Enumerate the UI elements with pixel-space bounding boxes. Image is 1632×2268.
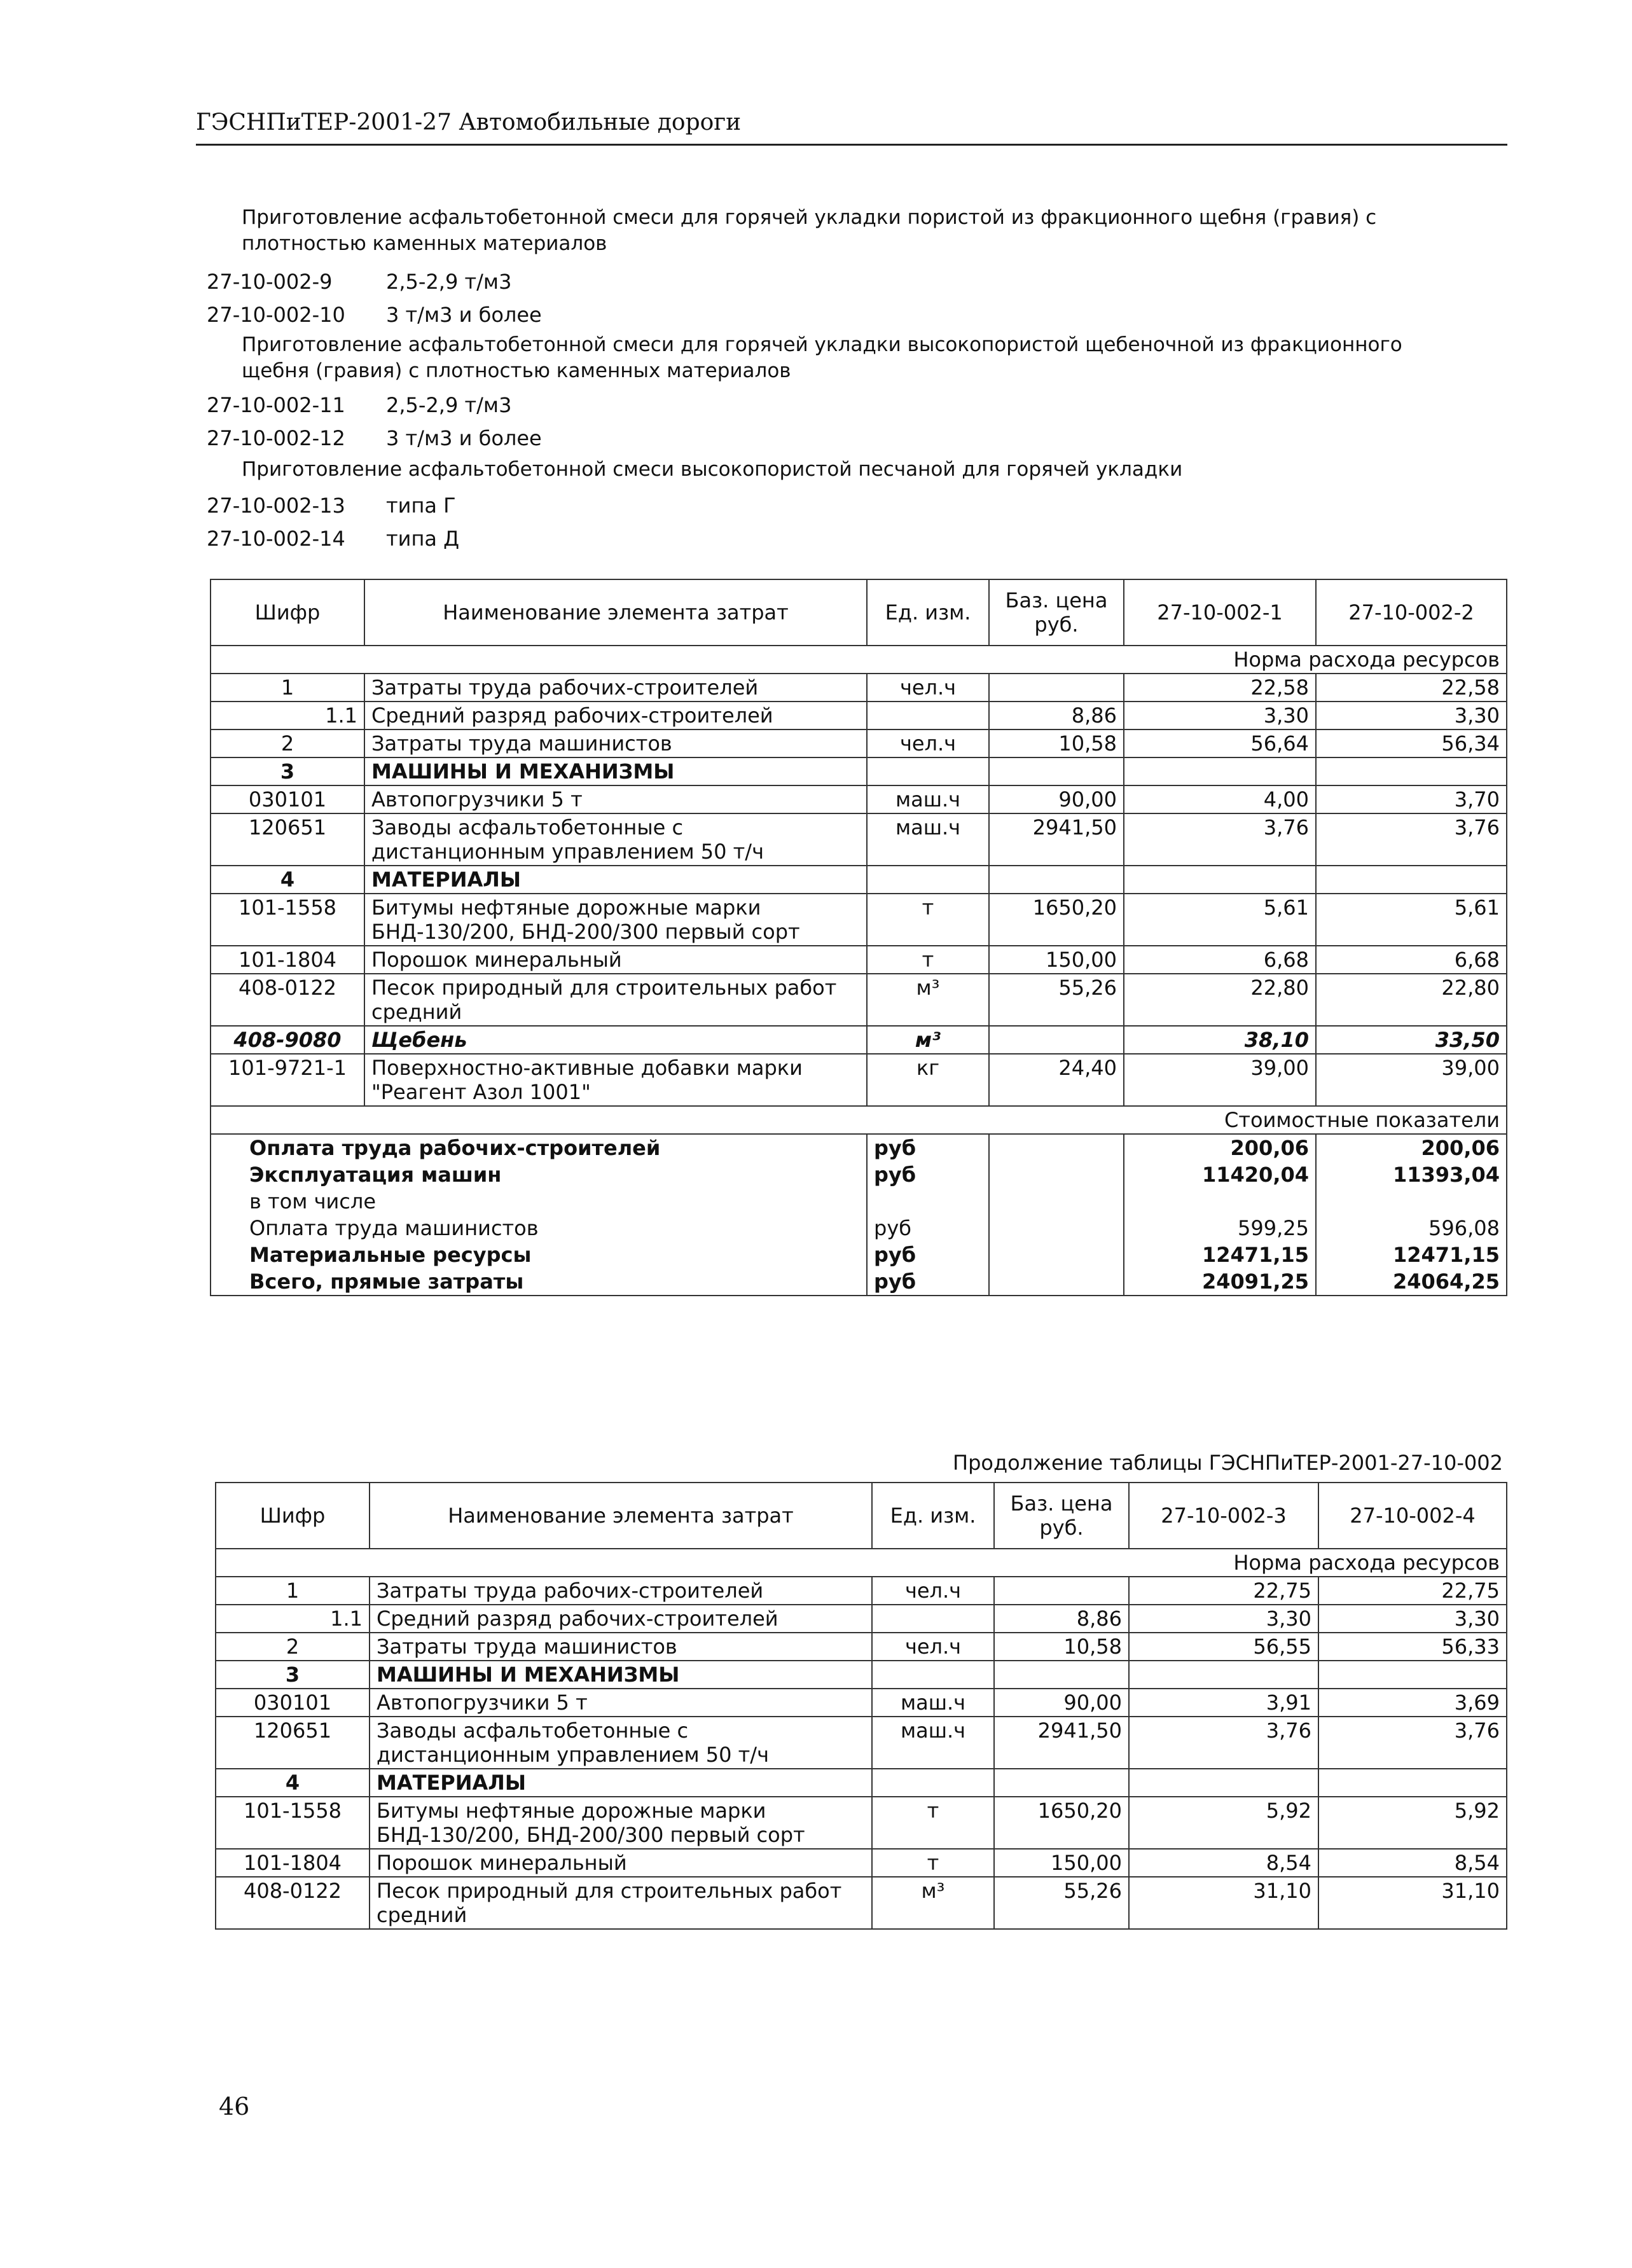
cell: Щебень	[364, 1026, 867, 1054]
intro-code: 27-10-002-9	[207, 270, 333, 294]
cell: 3,76	[1316, 813, 1507, 866]
cell: 55,26	[994, 1877, 1129, 1929]
intro-code-line	[207, 527, 459, 551]
cell: 1	[211, 674, 364, 702]
cell: МАТЕРИАЛЫ	[370, 1769, 872, 1797]
table-row	[216, 1577, 1507, 1605]
cell	[872, 1605, 994, 1633]
cell: 8,54	[1318, 1849, 1507, 1877]
cell: МАШИНЫ И МЕХАНИЗМЫ	[364, 757, 867, 785]
cell: Эксплуатация машин	[211, 1161, 867, 1188]
cell: маш.ч	[872, 1717, 994, 1769]
cell: 5,92	[1129, 1797, 1318, 1849]
cell: 1650,20	[994, 1797, 1129, 1849]
cell: 22,58	[1316, 674, 1507, 702]
cell: Заводы асфальтобетонные с дистанционным управлением 50 т/ч	[364, 813, 867, 866]
cell: Оплата труда машинистов	[211, 1215, 867, 1241]
table-row	[216, 1689, 1507, 1717]
cell: 90,00	[994, 1689, 1129, 1717]
cell: 39,00	[1124, 1054, 1316, 1106]
cell: Заводы асфальтобетонные с дистанционным управлением 50 т/ч	[370, 1717, 872, 1769]
section-row	[211, 757, 1507, 785]
cell: 3,76	[1129, 1717, 1318, 1769]
cell: 22,75	[1318, 1577, 1507, 1605]
page-number: 46	[219, 2092, 250, 2120]
cell: Затраты труда рабочих-строителей	[364, 674, 867, 702]
cell: 31,10	[1318, 1877, 1507, 1929]
cell: Порошок минеральный	[364, 946, 867, 974]
cell: Затраты труда машинистов	[370, 1633, 872, 1661]
table-row	[211, 785, 1507, 813]
cell: 3,69	[1318, 1689, 1507, 1717]
table-header-row	[216, 1483, 1507, 1549]
cell: 11420,04	[1124, 1161, 1316, 1188]
cell: т	[872, 1849, 994, 1877]
cell	[994, 1577, 1129, 1605]
table-row	[211, 813, 1507, 866]
cell	[989, 1026, 1124, 1054]
cell: 120651	[211, 813, 364, 866]
intro-code-line	[207, 426, 542, 450]
norm-label: Норма расхода ресурсов	[211, 646, 1507, 674]
cell: руб	[867, 1241, 989, 1268]
cell: 3,30	[1129, 1605, 1318, 1633]
cell: Средний разряд рабочих-строителей	[370, 1605, 872, 1633]
cell: Поверхностно-активные добавки марки "Реагент Азол 1001"	[364, 1054, 867, 1106]
intro-code: 27-10-002-14	[207, 527, 345, 551]
cell: чел.ч	[872, 1577, 994, 1605]
total-row	[211, 1161, 1507, 1188]
continuation-caption: Продолжение таблицы ГЭСНПиТЕР-2001-27-10-002	[953, 1451, 1503, 1475]
cell: 3,70	[1316, 785, 1507, 813]
cell: чел.ч	[872, 1633, 994, 1661]
cell: 12471,15	[1316, 1241, 1507, 1268]
col-header: 27-10-002-4	[1318, 1483, 1507, 1549]
cell: 24064,25	[1316, 1268, 1507, 1296]
cell: 10,58	[994, 1633, 1129, 1661]
cell: 3,76	[1124, 813, 1316, 866]
cell: 1650,20	[989, 894, 1124, 946]
cell: 2	[216, 1633, 370, 1661]
cell: Средний разряд рабочих-строителей	[364, 702, 867, 729]
cell: Автопогрузчики 5 т	[364, 785, 867, 813]
cell: Песок природный для строительных работ средний	[364, 974, 867, 1026]
table-row	[216, 1797, 1507, 1849]
cell: 3	[216, 1661, 370, 1689]
cell: т	[867, 894, 989, 946]
cell: 38,10	[1124, 1026, 1316, 1054]
intro-text: Приготовление асфальтобетонной смеси для горячей укладки высокопористой щебеночной из фракционного щебня (гравия) с плотностью каменных материалов	[242, 333, 1402, 382]
cell: Всего, прямые затраты	[211, 1268, 867, 1296]
table-row	[216, 1633, 1507, 1661]
cell: т	[867, 946, 989, 974]
intro-code: 27-10-002-10	[207, 303, 345, 327]
table-row	[211, 946, 1507, 974]
cell: 1	[216, 1577, 370, 1605]
cell: 101-1804	[216, 1849, 370, 1877]
total-row	[211, 1241, 1507, 1268]
cost-label: Стоимостные показатели	[211, 1106, 1507, 1134]
table-row	[216, 1877, 1507, 1929]
col-header: 27-10-002-1	[1124, 579, 1316, 646]
intro-label: 3 т/м3 и более	[386, 303, 542, 327]
cell: 408-0122	[211, 974, 364, 1026]
cell: 3,30	[1316, 702, 1507, 729]
table-row	[216, 1849, 1507, 1877]
total-row	[211, 1215, 1507, 1241]
cell: 56,33	[1318, 1633, 1507, 1661]
col-header: Ед. изм.	[872, 1483, 994, 1549]
cell: 101-1558	[211, 894, 364, 946]
cell: 200,06	[1124, 1134, 1316, 1161]
cell: 2941,50	[994, 1717, 1129, 1769]
cell: 8,86	[989, 702, 1124, 729]
cell: 3,30	[1318, 1605, 1507, 1633]
col-header: Наименование элемента затрат	[370, 1483, 872, 1549]
cell: 24091,25	[1124, 1268, 1316, 1296]
intro-code-line	[207, 494, 456, 518]
cell: 90,00	[989, 785, 1124, 813]
resource-table-1	[210, 579, 1507, 1296]
cell: руб	[867, 1161, 989, 1188]
cell: 8,54	[1129, 1849, 1318, 1877]
cell: 6,68	[1124, 946, 1316, 974]
table-row	[211, 1026, 1507, 1054]
cell	[989, 674, 1124, 702]
table-row	[211, 702, 1507, 729]
intro-code-line	[207, 303, 542, 327]
table-row	[211, 674, 1507, 702]
intro-label: типа Г	[386, 494, 456, 518]
cell: 33,50	[1316, 1026, 1507, 1054]
section-row	[216, 1769, 1507, 1797]
cell: м³	[872, 1877, 994, 1929]
cell: МАТЕРИАЛЫ	[364, 866, 867, 894]
intro-code-line	[207, 393, 511, 417]
col-header: Баз. цена руб.	[989, 579, 1124, 646]
cell: 101-1558	[216, 1797, 370, 1849]
cell: 10,58	[989, 729, 1124, 757]
cell: Затраты труда рабочих-строителей	[370, 1577, 872, 1605]
cell: кг	[867, 1054, 989, 1106]
intro-text: Приготовление асфальтобетонной смеси для горячей укладки пористой из фракционного щебня (гравия) с плотностью каменных материалов	[242, 206, 1377, 255]
col-header: 27-10-002-2	[1316, 579, 1507, 646]
cell: МАШИНЫ И МЕХАНИЗМЫ	[370, 1661, 872, 1689]
cell: 3	[211, 757, 364, 785]
cell: руб	[867, 1134, 989, 1161]
cell: 4	[211, 866, 364, 894]
cell: Битумы нефтяные дорожные марки БНД-130/200, БНД-200/300 первый сорт	[370, 1797, 872, 1849]
cell: 3,30	[1124, 702, 1316, 729]
cell: 56,64	[1124, 729, 1316, 757]
cell: м³	[867, 1026, 989, 1054]
table-row	[211, 1054, 1507, 1106]
intro-code-line	[207, 270, 511, 294]
cell: 22,75	[1129, 1577, 1318, 1605]
cell: 6,68	[1316, 946, 1507, 974]
total-row	[211, 1134, 1507, 1161]
cell: 4	[216, 1769, 370, 1797]
col-header: 27-10-002-3	[1129, 1483, 1318, 1549]
norm-label: Норма расхода ресурсов	[216, 1549, 1507, 1577]
table-row	[216, 1605, 1507, 1633]
cell: 11393,04	[1316, 1161, 1507, 1188]
cell: 3,76	[1318, 1717, 1507, 1769]
cell: 408-9080	[211, 1026, 364, 1054]
cell: 8,86	[994, 1605, 1129, 1633]
cell: т	[872, 1797, 994, 1849]
page-header: ГЭСНПиТЕР-2001-27 Автомобильные дороги	[196, 109, 1507, 146]
cell: 2	[211, 729, 364, 757]
cell: 599,25	[1124, 1215, 1316, 1241]
cell: 4,00	[1124, 785, 1316, 813]
cell: Песок природный для строительных работ средний	[370, 1877, 872, 1929]
cell: 101-1804	[211, 946, 364, 974]
cell: Порошок минеральный	[370, 1849, 872, 1877]
cell: м³	[867, 974, 989, 1026]
section-row	[211, 866, 1507, 894]
table-header-row	[211, 579, 1507, 646]
cell: 5,61	[1124, 894, 1316, 946]
cell: 24,40	[989, 1054, 1124, 1106]
cell: 22,80	[1316, 974, 1507, 1026]
intro-label: 3 т/м3 и более	[386, 426, 542, 450]
col-header: Шифр	[211, 579, 364, 646]
intro-code: 27-10-002-13	[207, 494, 345, 518]
cell: 1.1	[216, 1605, 370, 1633]
resource-table-2	[215, 1482, 1507, 1930]
intro-text: Приготовление асфальтобетонной смеси высокопористой песчаной для горячей укладки	[242, 458, 1183, 481]
cell: 22,80	[1124, 974, 1316, 1026]
cell: 56,34	[1316, 729, 1507, 757]
cell: Затраты труда машинистов	[364, 729, 867, 757]
total-row	[211, 1268, 1507, 1296]
cell: 596,08	[1316, 1215, 1507, 1241]
cell: руб	[867, 1268, 989, 1296]
table-row	[211, 974, 1507, 1026]
intro-code: 27-10-002-12	[207, 426, 345, 450]
cell: 200,06	[1316, 1134, 1507, 1161]
section-row	[216, 1661, 1507, 1689]
cell: Автопогрузчики 5 т	[370, 1689, 872, 1717]
cell: 5,92	[1318, 1797, 1507, 1849]
cell: 3,91	[1129, 1689, 1318, 1717]
intro-label: типа Д	[386, 527, 460, 551]
cell: 31,10	[1129, 1877, 1318, 1929]
cell: 120651	[216, 1717, 370, 1769]
col-header: Баз. цена руб.	[994, 1483, 1129, 1549]
cell: маш.ч	[872, 1689, 994, 1717]
cell: 030101	[216, 1689, 370, 1717]
table-row	[211, 729, 1507, 757]
cell: 39,00	[1316, 1054, 1507, 1106]
col-header: Шифр	[216, 1483, 370, 1549]
cell: 56,55	[1129, 1633, 1318, 1661]
cell: чел.ч	[867, 729, 989, 757]
table-row	[216, 1717, 1507, 1769]
cell: 22,58	[1124, 674, 1316, 702]
cell: чел.ч	[867, 674, 989, 702]
cell: 030101	[211, 785, 364, 813]
cell: 150,00	[994, 1849, 1129, 1877]
intro-label: 2,5-2,9 т/м3	[386, 393, 512, 417]
cell: 101-9721-1	[211, 1054, 364, 1106]
cell: 12471,15	[1124, 1241, 1316, 1268]
cell: Оплата труда рабочих-строителей	[211, 1134, 867, 1161]
table-row	[211, 894, 1507, 946]
total-row	[211, 1188, 1507, 1215]
col-header: Ед. изм.	[867, 579, 989, 646]
intro-label: 2,5-2,9 т/м3	[386, 270, 512, 294]
cell: 5,61	[1316, 894, 1507, 946]
cell: маш.ч	[867, 813, 989, 866]
cell: 55,26	[989, 974, 1124, 1026]
cell: в том числе	[211, 1188, 867, 1215]
col-header: Наименование элемента затрат	[364, 579, 867, 646]
cell: 1.1	[211, 702, 364, 729]
cell: руб	[867, 1215, 989, 1241]
cell: Битумы нефтяные дорожные марки БНД-130/200, БНД-200/300 первый сорт	[364, 894, 867, 946]
cell: маш.ч	[867, 785, 989, 813]
intro-code: 27-10-002-11	[207, 393, 345, 417]
cell: 150,00	[989, 946, 1124, 974]
cell	[867, 702, 989, 729]
cell: 2941,50	[989, 813, 1124, 866]
cell: 408-0122	[216, 1877, 370, 1929]
cell: Материальные ресурсы	[211, 1241, 867, 1268]
